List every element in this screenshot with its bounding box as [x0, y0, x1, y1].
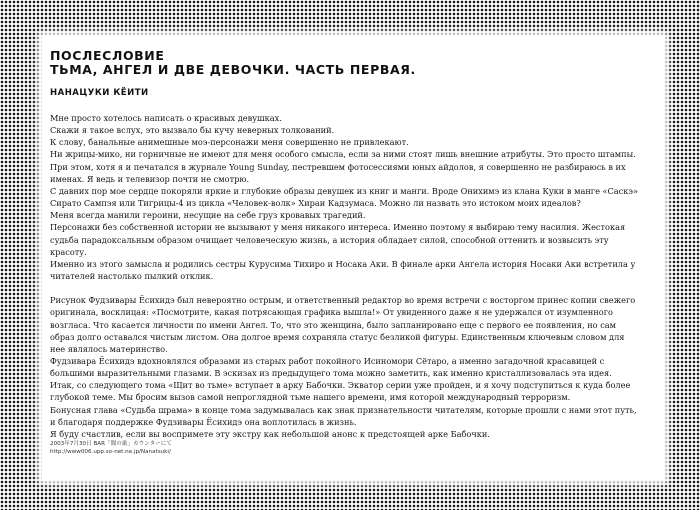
paragraph: Мне просто хотелось написать о красивых девушках.	[50, 113, 282, 123]
paragraph: Итак, со следующего тома «Щит во тьме» вступает в арку Бабочки. Экватор серии уже пройден, и я хочу подступиться к куда более глубокой теме. Мы бросим вызов самой непроглядной тьме нашего времени, имя которой международный терроризм.	[50, 380, 631, 403]
date-location-note: 2003年7月30日 BAR「闇の巣」カウンターにて	[50, 441, 172, 447]
website-url: http://www006.upp.so-net.ne.jp/Nanatsuki/	[50, 449, 171, 455]
paragraph: Я буду счастлив, если вы воспримете эту экстру как небольшой анонс к предстоящей арке Бабочки.	[50, 428, 490, 439]
paragraph: Ни жрицы-мико, ни горничные не имеют для меня особого смысла, если за ними стоят лишь внешние атрибуты. Это просто штампы. При этом, хотя я и печатался в журнале Young Sunday, пестревшем фотосессиями юных айдолов, я совершенно не разбираюсь в их именах. Я ведь и телевизор почти не смотрю.	[50, 149, 636, 184]
afterword-subtitle: ТЬМА, АНГЕЛ И ДВЕ ДЕВОЧКИ. ЧАСТЬ ПЕРВАЯ.	[50, 62, 416, 77]
paragraph: Именно из этого замысла и родились сестры Курусима Тихиро и Носака Аки. В финале арки Ангела история Носаки Аки встретила у читателей настолько пылкий отклик.	[50, 258, 636, 282]
signature-footer	[50, 440, 172, 456]
section-gap	[50, 282, 640, 294]
afterword-title: ПОСЛЕСЛОВИЕ	[50, 48, 165, 63]
paragraph: Меня всегда манили героини, несущие на себе груз кровавых трагедий.	[50, 210, 366, 221]
paragraph: Скажи я такое вслух, это вызвало бы кучу неверных толкований.	[50, 125, 335, 136]
paragraph: К слову, банальные анимешные моэ-персонажи меня совершенно не привлекают.	[50, 137, 409, 148]
afterword-body	[50, 112, 640, 440]
paragraph: Фудзивара Ёсихидэ вдохновлялся образами из старых работ покойного Исиномори Сётаро, а именно загадочной красавицей с большими выразительными глазами. В эскизах из предыдущего тома можно заметить, как именно кристаллизовалась эта идея.	[50, 355, 612, 379]
paragraph: Рисунок Фудзивары Ёсихидэ был невероятно острым, и ответственный редактор во время встречи с восторгом принес копии свежего оригинала, восклицая: «Посмотрите, какая потрясающая графика вышла!» От увиденного даже я не удержался от изумленного возгласа. Что касается личности по имени Ангел. То, что это женщина, было запланировано еще с первого ее появления, но сам образ долго оставался чистым листом. Она долгое время сохраняла статус безликой фигуры. Единственным ключевым словом для нее являлось материнство.	[50, 295, 636, 354]
paragraph: С давних пор мое сердце покоряли яркие и глубокие образы девушек из книг и манги. Вроде Онихимэ из клана Куки в манге «Саскэ» Сирато Сампэя или Тигрицы-4 из цикла «Человек-волк» Хираи Кадзумаса. Можно ли назвать это истоком моих идеалов?	[50, 185, 638, 209]
paragraph: Бонусная глава «Судьба шрама» в конце тома задумывалась как знак признательности читателям, которые прошли с нами этот путь, и благодаря поддержке Фудзивары Ёсихидэ она воплотилась в жизнь.	[50, 404, 637, 427]
paragraph: Персонажи без собственной истории не вызывают у меня никакого интереса. Именно поэтому я выбираю тему насилия. Жестокая судьба парадоксальным образом очищает человеческую жизнь, а история обладает силой, способной оттенить и возвысить эту красоту.	[50, 222, 626, 257]
author-name: НАНАЦУКИ КЁИТИ	[50, 88, 149, 98]
